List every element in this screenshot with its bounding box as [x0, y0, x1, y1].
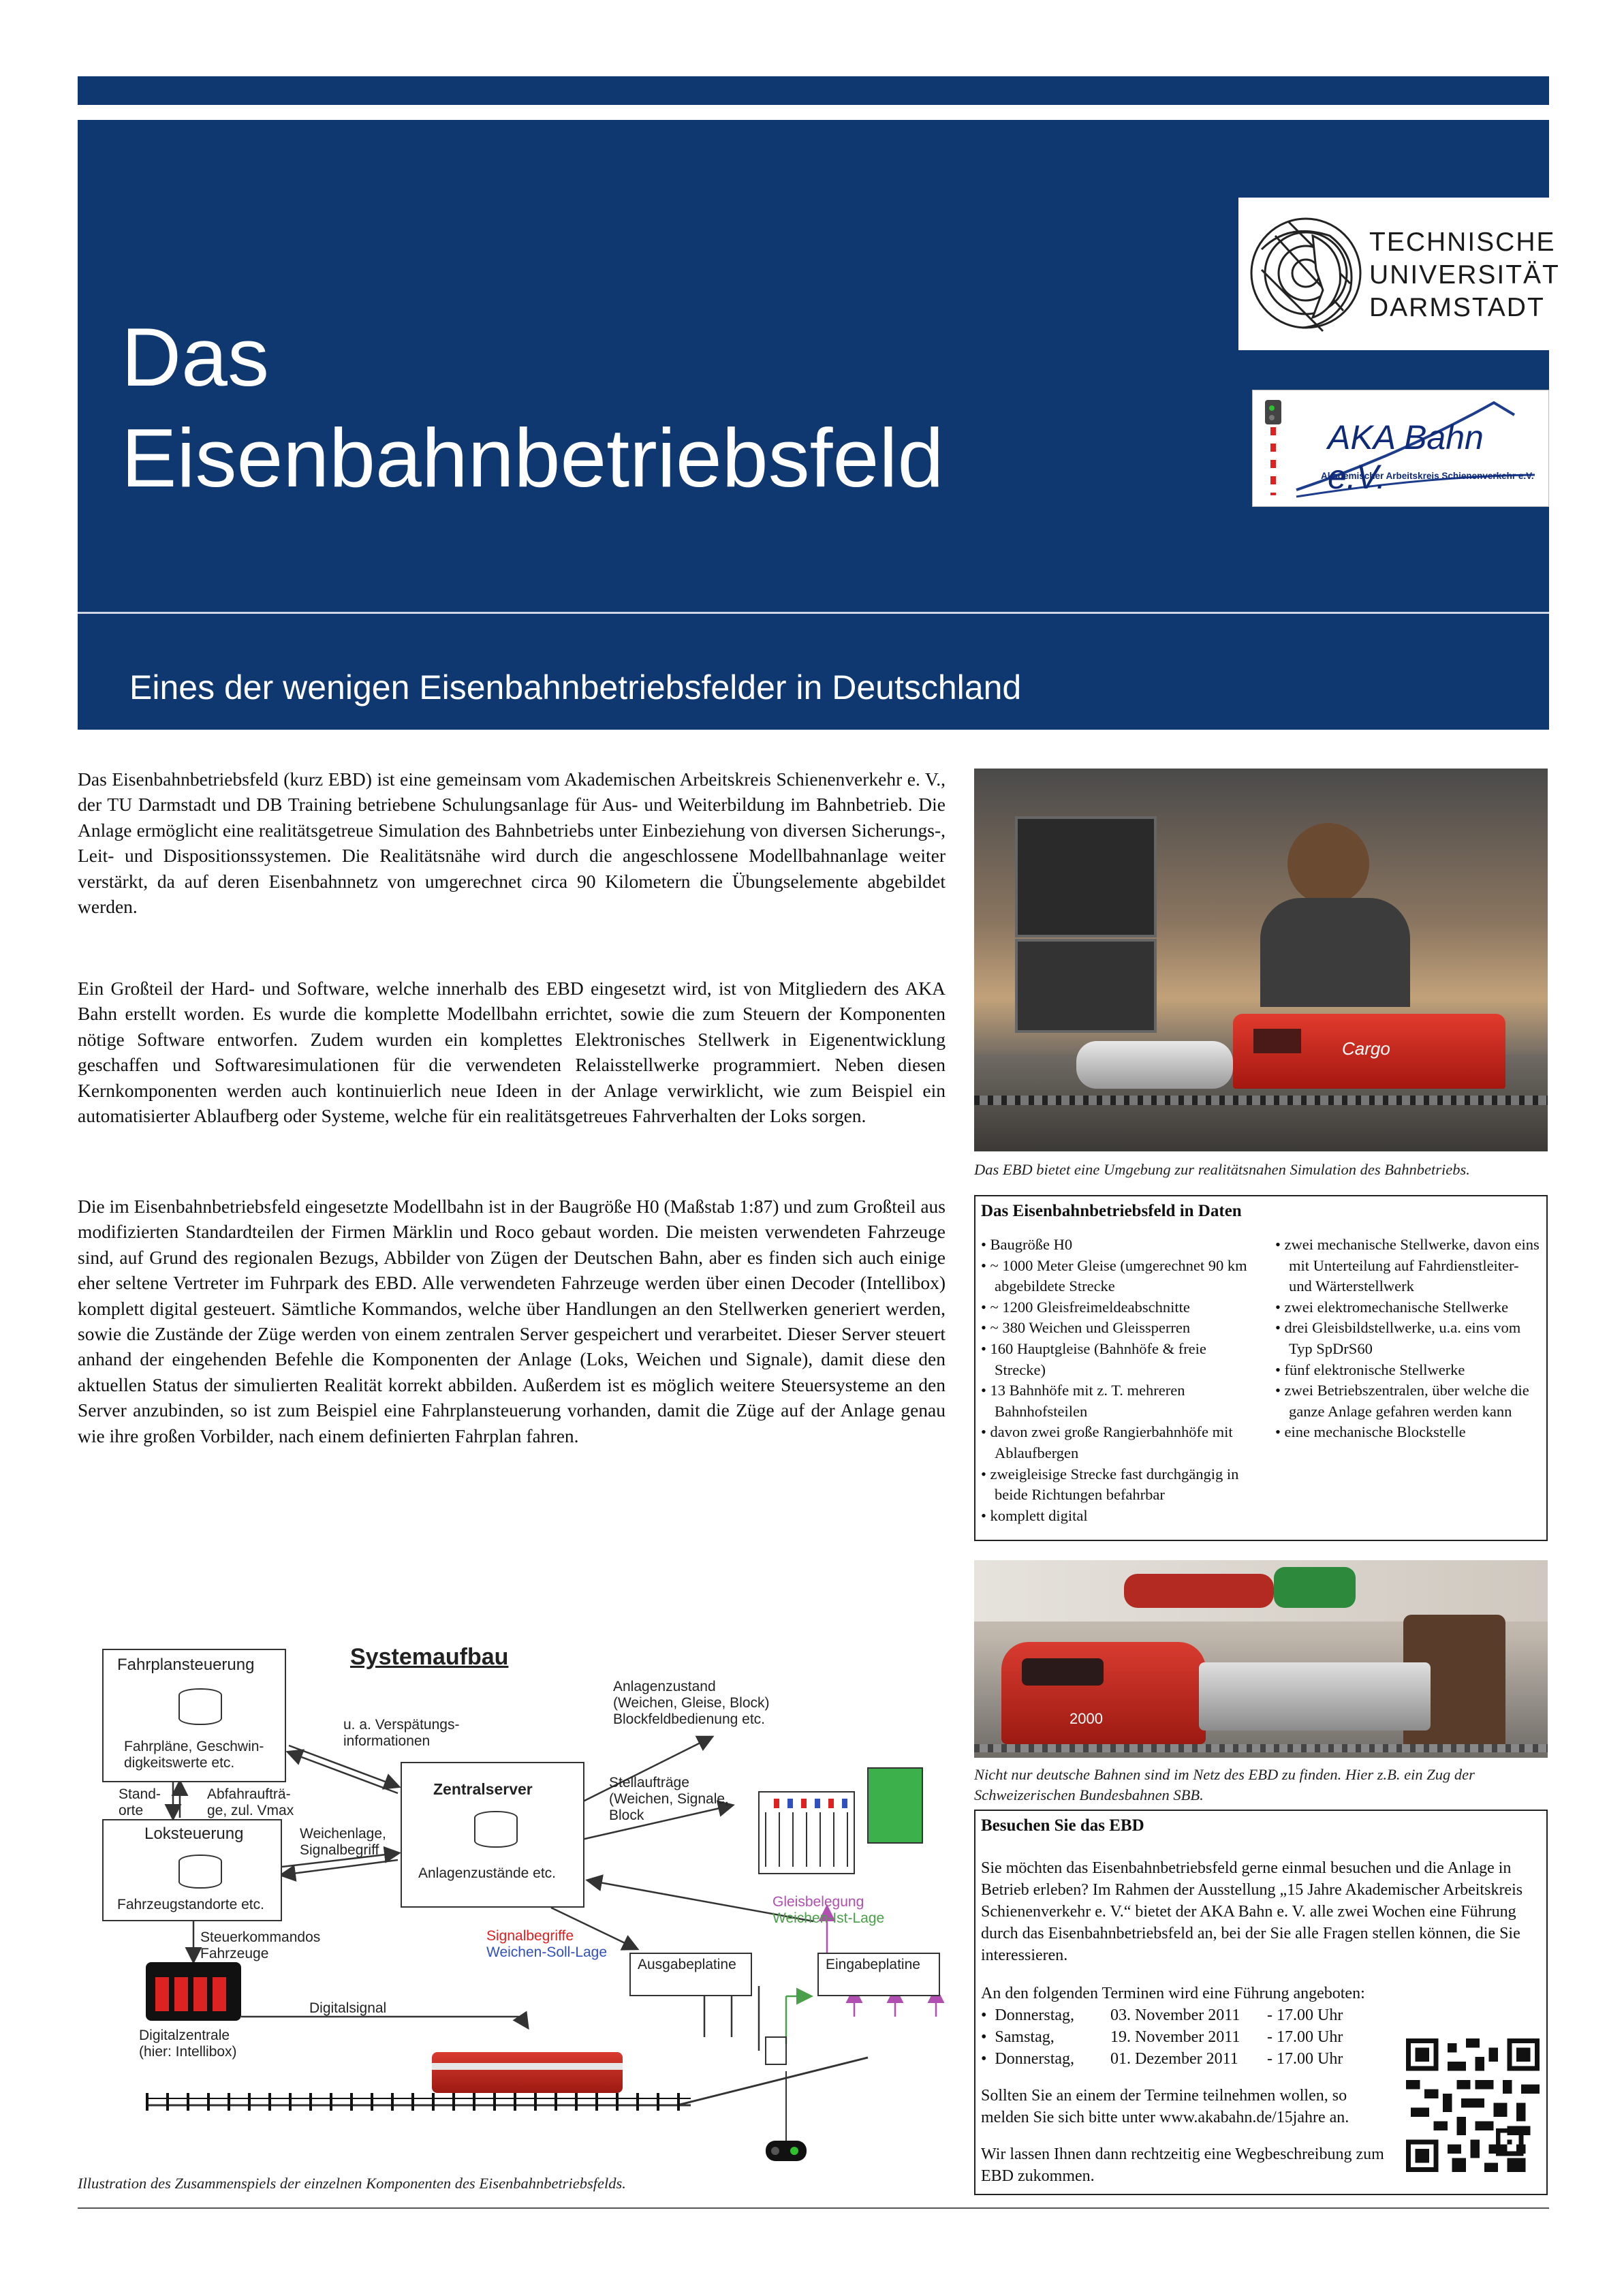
zentral-body: Anlagenzustände etc.: [418, 1865, 556, 1881]
visit-intro: Sie möchten das Eisenbahnbetriebsfeld gerne einmal besuchen und die Anlage in Betrieb erleben? Im Rahmen der Ausstellung „15 Jahre Akademischer Arbeitskreis Schienenverkehr e. V.“ bietet der AKA Bahn e. V. alle zwei Wochen eine Führung durch das Eisenbahnbetriebsfeld an, bei der Sie alle Fragen stellen können, die Sie interessieren.: [981, 1859, 1523, 1964]
tud-line-3: DARMSTADT: [1369, 293, 1545, 322]
label-digitalzentrale: Digitalzentrale (hier: Intellibox): [139, 2028, 237, 2060]
fact-item: • ~ 1000 Meter Gleise (umgerechnet 90 km abgebildete Strecke: [981, 1256, 1253, 1297]
label-gleisbelegung: Gleisbelegung: [772, 1894, 864, 1910]
zentralserver-box: [401, 1762, 584, 1908]
visit-signup: Sollten Sie an einem der Termine teilnehmen wollen, so melden Sie sich bitte unter www.akabahn.de/15jahre an.: [981, 2087, 1349, 2126]
zentral-title: Zentralserver: [433, 1780, 533, 1798]
system-diagram: [78, 1635, 956, 2194]
date-day: • Donnerstag,: [981, 2006, 1075, 2024]
fact-item: • eine mechanische Blockstelle: [1275, 1422, 1541, 1443]
monitor-graphic: [1015, 939, 1157, 1033]
photo1-caption: Das EBD bietet eine Umgebung zur realitätsnahen Simulation des Bahnbetriebs.: [974, 1161, 1470, 1178]
intellibox-icon: [146, 1962, 241, 2021]
page-subtitle: Eines der wenigen Eisenbahnbetriebsfelder in Deutschland: [129, 668, 1022, 707]
modellbahn-paragraph: Die im Eisenbahnbetriebsfeld eingesetzte Modellbahn ist in der Baugröße H0 (Maßstab 1:87) und zum Großteil aus modifizierten Standardteilen der Firmen Märklin und Roco gebaut worden. Die meisten verwendeten Fahrzeuge sind, auf Grund des regionalen Bezugs, Abbilder von Zügen der Deutschen Bahn, aber es finden sich auch einige eher seltene Vertreter im Fuhrpark des EBD. Alle verwendeten Fahrzeuge werden über einen Decoder (Intellibox) komplett digital gesteuert. Sämtliche Kommandos, welche über Handlungen an den Stellwerken generiert werden, sowie die Zustände der Züge werden von einem zentralen Server gespeichert und verarbeitet. Dieser Server steuert anhand der eingehenden Befehle die Komponenten der Anlage (Loks, Weichen und Signale), damit diese den aktuellen Status der simulierten Realität korrekt abbilden. Außerdem ist es möglich weitere Steuersysteme an den Server anzubinden, so ist zum Beispiel eine Fahrplansteuerung vorhanden, damit die Züge auf der Anlage genau wie ihre großen Vorbilder, nach einem definierten Fahrplan fahren.: [78, 1196, 946, 1446]
loksteuerung-box: [102, 1819, 282, 1921]
date-value: 01. Dezember 2011: [1110, 2050, 1247, 2068]
label-weichenlage: Weichenlage, Signalbegriff: [300, 1826, 386, 1858]
label-signalbegriffe: Signalbegriffe: [486, 1928, 574, 1944]
loco-label: Cargo: [1342, 1038, 1390, 1059]
title-line-2: Eisenbahnbetriebsfeld: [121, 412, 944, 504]
date-row: [981, 2048, 1390, 2070]
date-day: • Samstag,: [981, 2028, 1055, 2046]
fact-item: • Baugröße H0: [981, 1235, 1253, 1256]
database-icon: [178, 1688, 222, 1725]
database-icon: [474, 1811, 518, 1848]
diagram-caption: Illustration des Zusammenspiels der einzelnen Komponenten des Eisenbahnbetriebsfelds.: [78, 2175, 626, 2192]
data-list-left: [981, 1235, 1253, 1526]
label-anlagenzustand: Anlagenzustand (Weichen, Gleise, Block) Blockfeldbedienung etc.: [613, 1679, 770, 1727]
photo-ebd-workstation: [974, 769, 1548, 1151]
database-icon: [178, 1855, 222, 1889]
tank-wagon-graphic: [1076, 1041, 1233, 1089]
aka-bahn-logo: [1252, 390, 1549, 507]
label-weichen-ist: Weichen-Ist-Lage: [772, 1910, 885, 1926]
date-time: - 17.00 Uhr: [1267, 2028, 1343, 2046]
visit-info-box: [974, 1810, 1548, 2195]
date-row: [981, 2026, 1390, 2048]
track-graphic: [974, 1744, 1548, 1752]
photo2-caption: Nicht nur deutsche Bahnen sind im Netz des EBD zu finden. Hier z.B. ein Zug der Schweizerischen Bundesbahnen SBB.: [974, 1766, 1475, 1803]
label-digitalsignal: Digitalsignal: [309, 2000, 387, 2016]
tud-wordmark: [1369, 226, 1560, 324]
fact-item: • 13 Bahnhöfe mit z. T. mehreren Bahnhofsteilen: [981, 1380, 1253, 1422]
intro-paragraph: Das Eisenbahnbetriebsfeld (kurz EBD) ist eine gemeinsam vom Akademischen Arbeitskreis Schienenverkehr e. V., der TU Darmstadt und DB Training betriebene Schulungsanlage für Aus- und Weiterbildung im Bahnbetrieb. Die Anlage ermöglicht eine realitätsgetreue Simulation des Bahnbetriebs unter Einbeziehung von diversen Sicherungs-, Leit- und Dispositionssystemen. Die Realitätsnähe wird durch die angeschlossene Modellbahnanlage weiter verstärkt, da auf deren Eisenbahnnetz von umgerechnet circa 90 Kilometern die Übungselemente abgebildet werden.: [78, 769, 946, 918]
label-stellauftraege: Stellaufträge (Weichen, Signale, Block: [609, 1775, 729, 1823]
aka-name: AKA Bahn e.V.: [1328, 418, 1484, 496]
label-verspaetung: u. a. Verspätungs- informationen: [343, 1717, 460, 1749]
fact-item: • ~ 1200 Gleisfreimeldeabschnitte: [981, 1297, 1253, 1318]
visit-dates-list: [981, 2004, 1390, 2070]
date-day: • Donnerstag,: [981, 2050, 1075, 2068]
date-time: - 17.00 Uhr: [1267, 2006, 1343, 2024]
track-graphic: [974, 1096, 1548, 1105]
visit-dates-intro: An den folgenden Terminen wird eine Führung angeboten:: [981, 1985, 1365, 2002]
tud-line-1: TECHNISCHE: [1369, 228, 1556, 257]
page-title: [121, 307, 943, 508]
ausgabeplatine-box: [629, 1953, 752, 1996]
fact-item: • 160 Hauptgleise (Bahnhöfe & freie Strecke): [981, 1339, 1253, 1380]
date-value: 03. November 2011: [1110, 2006, 1249, 2024]
coach-graphic: [1199, 1662, 1431, 1731]
software-paragraph: Ein Großteil der Hard- und Software, welche innerhalb des EBD eingesetzt wird, ist von Mitgliedern des AKA Bahn erstellt worden. Es wurde die komplette Modellbahn errichtet, sowie die zum Steuern der Komponenten nötige Software entworfen. Zudem wurden ein komplettes Elektronisches Stellwerk in Eigenentwicklung geschaffen und Softwaresimulationen für die verwendeten Relaisstellwerke programmiert. Neben diesen Kernkomponenten werden auch kontinuierlich neue Ideen in der Anlage verwirklicht, wie zum Beispiel ein automatisierter Ablaufberg oder Systeme, welche für ein realitätsgetreues Fahrverhalten der Loks sorgen.: [78, 978, 946, 1127]
fact-item: • zwei Betriebszentralen, über welche die ganze Anlage gefahren werden kann: [1275, 1380, 1541, 1422]
title-line-1: Das: [121, 311, 269, 403]
tu-darmstadt-logo: [1238, 198, 1560, 350]
loks-title: Loksteuerung: [144, 1825, 244, 1843]
fahrplan-box: [102, 1649, 286, 1782]
signal-mast-icon: [1262, 400, 1284, 495]
eingabeplatine-box: [817, 1953, 940, 1996]
fact-item: • zwei mechanische Stellwerke, davon eins mit Unterteilung auf Fahrdienstleiter- und Wärterstellwerk: [1275, 1235, 1541, 1297]
fact-item: • fünf elektronische Stellwerke: [1275, 1360, 1541, 1381]
qr-code-icon: [1406, 2038, 1540, 2172]
data-list-right: [1275, 1235, 1541, 1443]
loco-number: 2000: [1069, 1710, 1103, 1727]
locomotive-icon: [432, 2052, 623, 2093]
person-body-graphic: [1260, 898, 1410, 1007]
label-standorte: Stand- orte: [119, 1786, 161, 1818]
ausgabe-title: Ausgabeplatine: [638, 1957, 736, 1972]
loks-body: Fahrzeugstandorte etc.: [117, 1897, 264, 1912]
label-weichen-soll: Weichen-Soll-Lage: [486, 1944, 608, 1960]
eingabe-title: Eingabeplatine: [826, 1957, 920, 1972]
data-box-title: Das Eisenbahnbetriebsfeld in Daten: [981, 1202, 1242, 1220]
sbb-locomotive-graphic: [1001, 1642, 1206, 1744]
fact-item: • ~ 380 Weichen und Gleissperren: [981, 1318, 1253, 1339]
top-bar: [78, 76, 1549, 105]
aka-subname: Akademischer Arbeitskreis Schienenverkehr e.V.: [1321, 471, 1534, 481]
tud-line-2: UNIVERSITÄT: [1369, 260, 1560, 290]
athena-head-icon: [1248, 208, 1364, 338]
monitor-graphic: [1015, 816, 1157, 937]
diagram-title: Systemaufbau: [350, 1644, 509, 1670]
fact-item: • zweigleisige Strecke fast durchgängig in beide Richtungen befahrbar: [981, 1464, 1253, 1506]
fact-item: • davon zwei große Rangierbahnhöfe mit Ablaufbergen: [981, 1422, 1253, 1463]
fact-item: • zwei elektromechanische Stellwerke: [1275, 1297, 1541, 1318]
fahrplan-body: Fahrpläne, Geschwin- digkeitswerte etc.: [124, 1739, 264, 1771]
bottom-rule: [78, 2207, 1549, 2209]
distant-train-graphic: [1124, 1574, 1274, 1608]
distant-train-graphic: [1274, 1567, 1356, 1608]
visit-box-title: Besuchen Sie das EBD: [981, 1816, 1144, 1835]
fahrplan-title: Fahrplansteuerung: [117, 1656, 255, 1674]
visit-closing: Wir lassen Ihnen dann rechtzeitig eine Wegbeschreibung zum EBD zukommen.: [981, 2145, 1384, 2185]
cargo-locomotive-graphic: [1233, 1014, 1505, 1089]
photo-sbb-train: [974, 1560, 1548, 1758]
data-facts-box: [974, 1195, 1548, 1541]
date-value: 19. November 2011: [1110, 2028, 1249, 2046]
fact-item: • komplett digital: [981, 1506, 1253, 1527]
label-steuerkommandos: Steuerkommandos Fahrzeuge: [200, 1929, 321, 1961]
date-row: [981, 2004, 1390, 2026]
date-time: - 17.00 Uhr: [1267, 2050, 1343, 2068]
label-abfahrt: Abfahraufträ- ge, zul. Vmax: [207, 1786, 294, 1818]
fact-item: • drei Gleisbildstellwerke, u.a. eins vom Typ SpDrS60: [1275, 1318, 1541, 1359]
person-head-graphic: [1287, 823, 1369, 905]
